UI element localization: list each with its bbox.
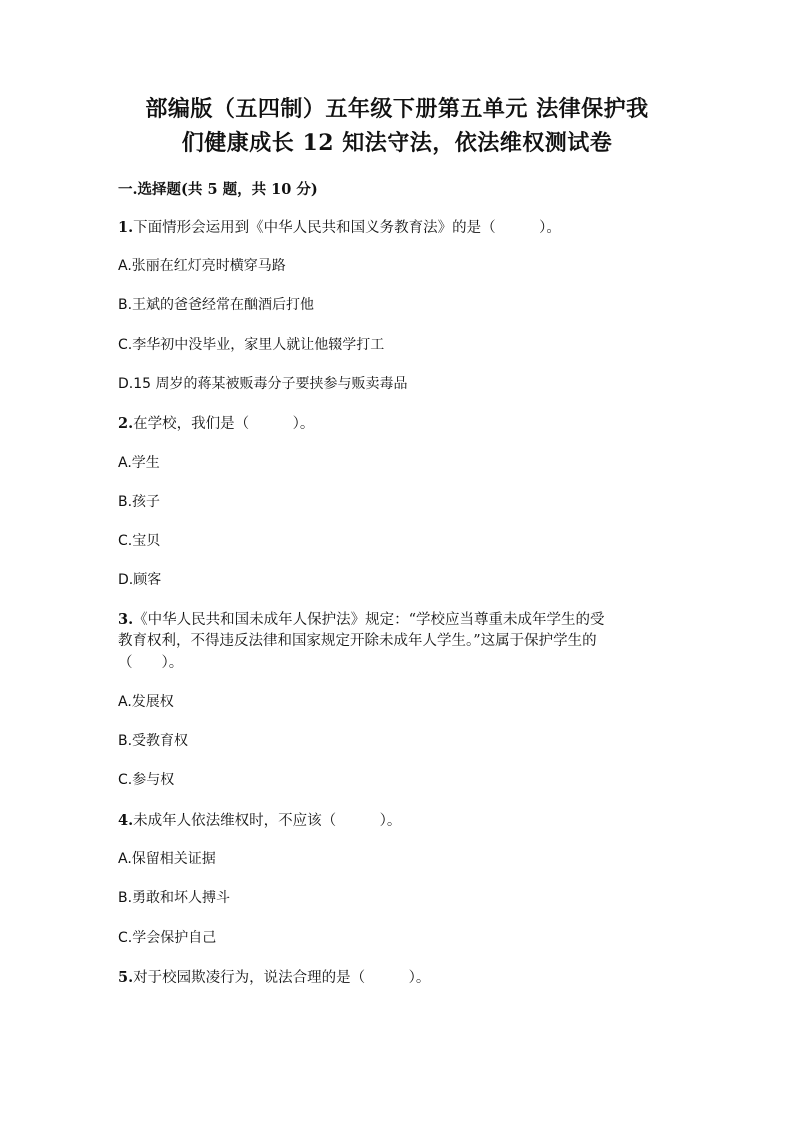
question-2-option-c: C.宝贝 <box>118 533 161 549</box>
question-number: 3. <box>118 611 134 628</box>
question-text: 对于校园欺凌行为，说法合理的是（ ）。 <box>133 970 431 986</box>
question-1-stem <box>118 217 678 239</box>
question-text: 下面情形会运用到《中华人民共和国义务教育法》的是（ ）。 <box>133 220 561 236</box>
title-line-2: 们健康成长 12 知法守法，依法维权测试卷 <box>181 130 613 156</box>
question-3-stem-line-2: 教育权利，不得违反法律和国家规定开除未成年人学生。”这属于保护学生的 <box>118 633 597 649</box>
question-3-option-a: A.发展权 <box>118 694 174 710</box>
question-3-stem-line-1 <box>118 609 678 631</box>
question-text: 未成年人依法维权时，不应该（ ）。 <box>133 813 402 829</box>
title-line-1: 部编版（五四制）五年级下册第五单元 法律保护我 <box>145 96 649 122</box>
question-4-option-c: C.学会保护自己 <box>118 930 217 946</box>
question-2-stem <box>118 413 678 435</box>
question-text: 《中华人民共和国未成年人保护法》规定：“学校应当尊重未成年学生的受 <box>133 612 605 628</box>
question-2-option-d: D.顾客 <box>118 572 162 588</box>
question-3-option-c: C.参与权 <box>118 772 175 788</box>
page-title <box>100 92 694 160</box>
section-heading: 一.选择题(共 5 题，共 10 分) <box>118 181 318 198</box>
question-3-stem-line-3: （ ）。 <box>118 655 184 671</box>
question-1-option-d: D.15 周岁的蒋某被贩毒分子要挟参与贩卖毒品 <box>118 376 408 392</box>
question-2-option-b: B.孩子 <box>118 494 161 510</box>
question-number: 4. <box>118 812 134 829</box>
question-4-option-b: B.勇敢和坏人搏斗 <box>118 890 231 906</box>
question-4-option-a: A.保留相关证据 <box>118 851 216 867</box>
question-number: 2. <box>118 415 134 432</box>
question-1-option-c: C.李华初中没毕业，家里人就让他辍学打工 <box>118 337 385 353</box>
question-1-option-a: A.张丽在红灯亮时横穿马路 <box>118 258 286 274</box>
question-1-option-b: B.王斌的爸爸经常在酗酒后打他 <box>118 297 315 313</box>
question-number: 1. <box>118 219 134 236</box>
question-text: 在学校，我们是（ ）。 <box>133 416 315 432</box>
question-3-option-b: B.受教育权 <box>118 733 189 749</box>
question-4-stem <box>118 810 678 832</box>
question-2-option-a: A.学生 <box>118 455 160 471</box>
question-5-stem <box>118 967 678 989</box>
question-number: 5. <box>118 969 134 986</box>
